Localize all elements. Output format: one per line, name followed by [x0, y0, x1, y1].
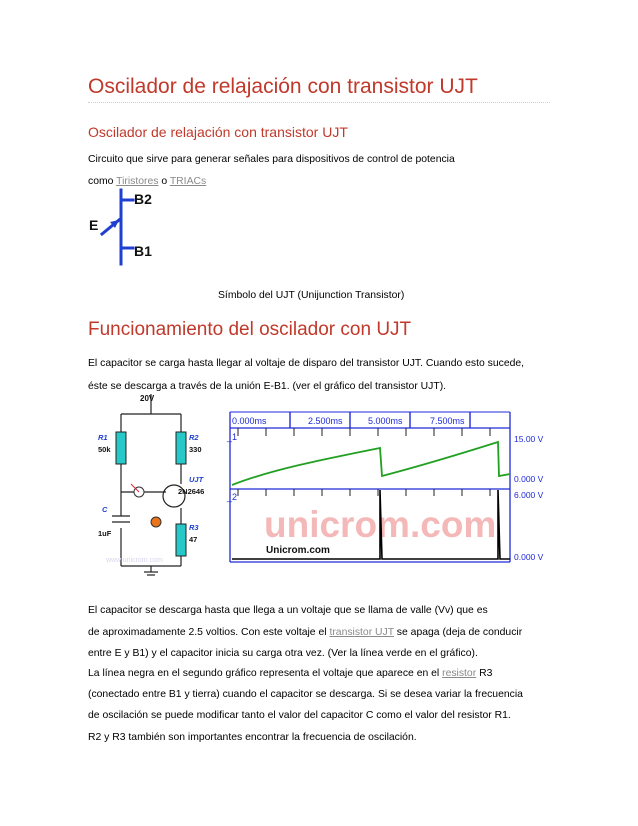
section-subtitle: Oscilador de relajación con transistor UJT: [88, 124, 348, 140]
ujt-symbol-image: [88, 190, 158, 266]
circuit-r3-value: 47: [189, 535, 198, 544]
section3-line-2-post: se apaga (deja de conducir: [393, 627, 523, 638]
circuit-r1-value: 50k: [98, 445, 111, 454]
section3-line-4-post: R3: [476, 668, 493, 679]
circuit-r2-name: R2: [189, 433, 199, 442]
section-heading-funcionamiento: Funcionamiento del oscilador con UJT: [88, 319, 412, 340]
circuit-c-name: C: [102, 505, 108, 514]
link-triacs[interactable]: TRIACs: [169, 176, 207, 187]
scope-brand: Unicrom.com: [266, 545, 330, 556]
page-title: Oscilador de relajación con transistor UJT: [88, 74, 550, 103]
section2-line-2: éste se descarga a través de la unión E-B1. (ver el gráfico del transistor UJT).: [88, 381, 447, 392]
section3-line-6: de oscilación se puede modificar tanto el valor del capacitor C como el valor del resistor R1.: [88, 710, 511, 721]
circuit-r1-name: R1: [98, 433, 108, 442]
link-tiristores[interactable]: Tiristores: [116, 176, 159, 187]
intro-line-2: [88, 175, 206, 189]
section3-line-3: entre E y B1) y el capacitor inicia su carga otra vez. (Ver la línea verde en el gráfico).: [88, 648, 478, 659]
section3-line-2: [88, 626, 522, 640]
section2-line-1: El capacitor se carga hasta llegar al voltaje de disparo del transistor UJT. Cuando esto sucede,: [88, 358, 525, 369]
intro-line-2-pre: como: [88, 176, 117, 187]
scope-time-2: 5.000ms: [368, 416, 403, 426]
intro-line-1: Circuito que sirve para generar señales para dispositivos de control de potencia: [88, 154, 455, 165]
scope-watermark: unicrom.com: [264, 504, 497, 545]
circuit-schematic-image: [96, 392, 222, 578]
scope-time-1: 2.500ms: [308, 416, 343, 426]
symbol-caption: Símbolo del UJT (Unijunction Transistor): [218, 290, 405, 301]
circuit-watermark: www.unicrom.com: [106, 557, 163, 564]
circuit-ujt-part: 2N2646: [178, 487, 205, 496]
scope-ch1-bottom: 0.000 V: [514, 474, 544, 484]
oscilloscope-image: [227, 412, 550, 572]
scope-ch2-bottom: 0.000 V: [514, 552, 544, 562]
circuit-supply-label: 20V: [140, 394, 155, 403]
scope-time-3: 7.500ms: [430, 416, 465, 426]
scope-ch2-top: 6.000 V: [514, 490, 544, 500]
section3-line-4: [88, 667, 492, 681]
symbol-label-b1: B1: [134, 243, 152, 259]
symbol-label-e: E: [89, 217, 99, 233]
scope-ch1-marker: _1: [227, 432, 238, 442]
circuit-r2-value: 330: [189, 445, 202, 454]
link-transistor-ujt[interactable]: transistor UJT: [329, 627, 394, 638]
section3-line-7: R2 y R3 también son importantes encontrar la frecuencia de oscilación.: [88, 732, 417, 743]
scope-time-0: 0.000ms: [232, 416, 267, 426]
circuit-ujt-name: UJT: [189, 475, 204, 484]
section3-line-5: (conectado entre B1 y tierra) cuando el capacitor se descarga. Si se desea variar la frecuencia: [88, 689, 523, 700]
scope-ch2-marker: _2: [227, 492, 238, 502]
section3-line-4-pre: La línea negra en el segundo gráfico representa el voltaje que aparece en el: [88, 668, 443, 679]
section3-line-1: El capacitor se descarga hasta que llega a un voltaje que se llama de valle (Vv) que es: [88, 605, 488, 616]
circuit-r3-name: R3: [189, 523, 199, 532]
symbol-label-b2: B2: [134, 191, 152, 207]
circuit-c-value: 1uF: [98, 529, 112, 538]
section3-line-2-pre: de aproximadamente 2.5 voltios. Con este voltaje el: [88, 627, 330, 638]
scope-ch1-top: 15.00 V: [514, 434, 544, 444]
link-resistor[interactable]: resistor: [442, 668, 477, 679]
intro-line-2-mid: o: [158, 176, 170, 187]
